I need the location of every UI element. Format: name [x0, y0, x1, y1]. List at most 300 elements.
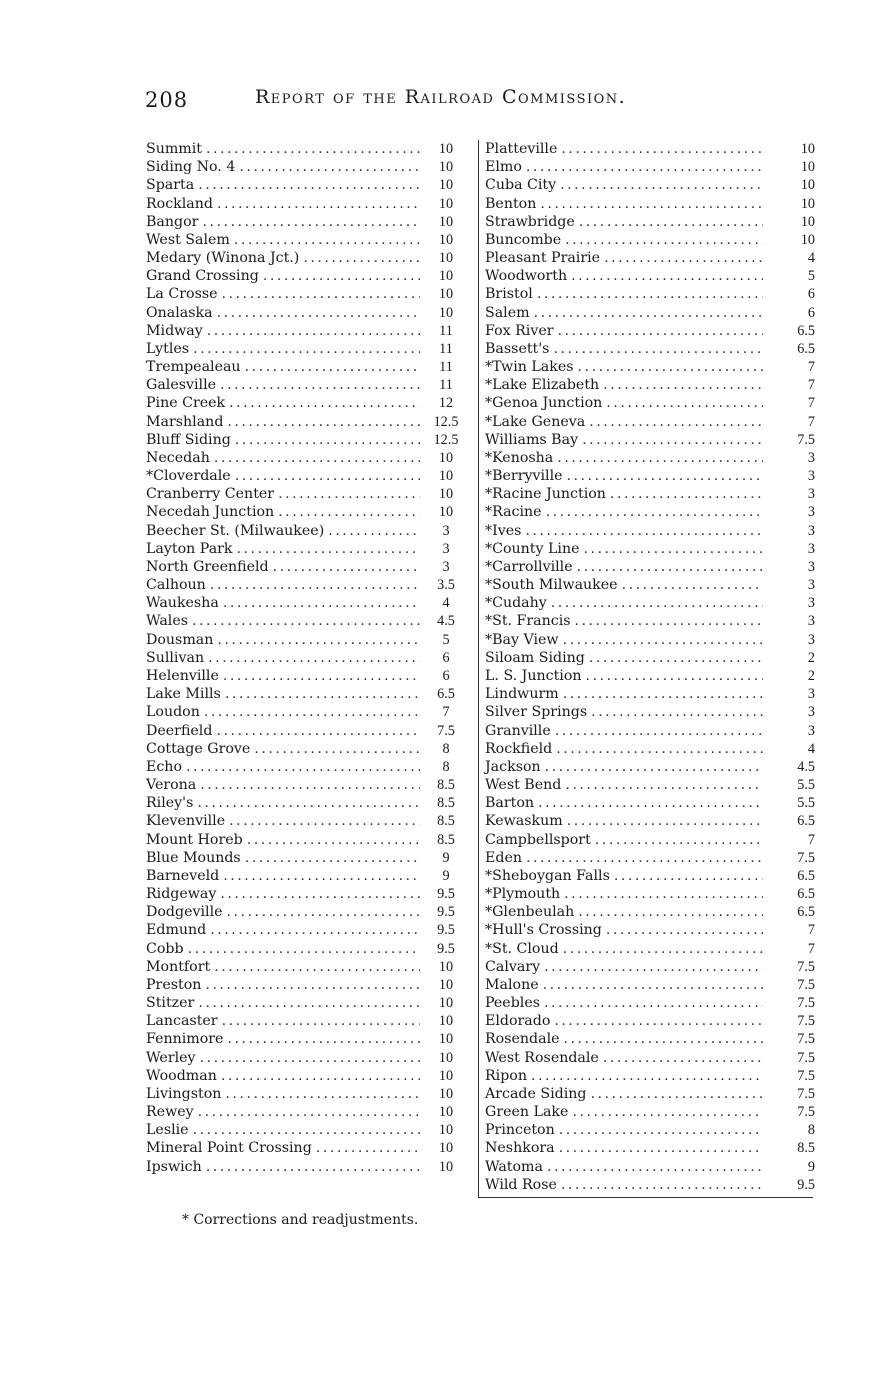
station-row: [146, 1012, 466, 1030]
dot-leader: [192, 612, 420, 630]
dot-leader: [595, 831, 763, 849]
station-row: [146, 522, 466, 540]
station-row: [485, 1176, 815, 1194]
station-name: *St. Francis: [485, 613, 571, 630]
dot-leader: [561, 1176, 763, 1194]
rate-value: 10: [438, 1140, 454, 1157]
station-name: Dousman: [146, 631, 214, 648]
page-title: Report of the Railroad Commission.: [255, 86, 627, 108]
station-row: [146, 631, 466, 649]
station-name: Trempealeau: [146, 359, 241, 376]
station-row: [485, 849, 815, 867]
station-row: [485, 322, 815, 340]
station-row: [485, 667, 815, 685]
dot-leader: [208, 649, 420, 667]
station-row: [146, 867, 466, 885]
station-row: [485, 576, 815, 594]
dot-leader: [556, 740, 763, 758]
dot-leader: [603, 1049, 763, 1067]
station-name: Jackson: [485, 758, 541, 775]
rate-value: 10: [438, 1085, 454, 1102]
station-row: [485, 358, 815, 376]
station-row: [146, 1121, 466, 1139]
station-name: *Hull's Crossing: [485, 922, 602, 939]
station-name: Livingston: [146, 1085, 222, 1102]
station-name: Calhoun: [146, 577, 206, 594]
station-row: [485, 612, 815, 630]
station-name: Onalaska: [146, 304, 213, 321]
rate-value: 10: [438, 231, 454, 248]
station-name: Fennimore: [146, 1031, 224, 1048]
station-row: [485, 558, 815, 576]
station-name: Bassett's: [485, 340, 550, 357]
dot-leader: [537, 285, 763, 303]
rate-value: 4.5: [797, 758, 815, 775]
dot-leader: [200, 776, 420, 794]
rate-value: 12.5: [433, 431, 459, 448]
station-name: Campbellsport: [485, 831, 591, 848]
rate-value: 7.5: [797, 1049, 815, 1066]
dot-leader: [254, 740, 420, 758]
rate-value: 10: [438, 195, 454, 212]
rate-value: 6.5: [797, 813, 815, 830]
station-row: [146, 394, 466, 412]
station-row: [485, 195, 815, 213]
station-row: [485, 340, 815, 358]
rate-value: 2: [807, 667, 815, 684]
dot-leader: [198, 1103, 420, 1121]
station-row: [485, 158, 815, 176]
rate-value: 7: [807, 922, 815, 939]
rate-value: 10: [438, 268, 454, 285]
station-row: [146, 249, 466, 267]
station-name: Rosendale: [485, 1031, 560, 1048]
station-name: Loudon: [146, 704, 200, 721]
dot-leader: [206, 140, 420, 158]
rate-value: 5: [442, 631, 450, 648]
rate-value: 7.5: [797, 995, 815, 1012]
station-name: Beecher St. (Milwaukee): [146, 522, 325, 539]
rate-value: 3: [807, 722, 815, 739]
station-name: West Bend: [485, 777, 562, 794]
dot-leader: [546, 503, 763, 521]
rate-value: 7.5: [797, 1104, 815, 1121]
dot-leader: [589, 413, 763, 431]
station-row: [485, 685, 815, 703]
dot-leader: [273, 558, 420, 576]
rate-value: 3: [442, 558, 450, 575]
rate-value: 9.5: [797, 1176, 815, 1193]
station-row: [485, 976, 815, 994]
dot-leader: [225, 1085, 420, 1103]
dot-leader: [316, 1139, 420, 1157]
station-row: [485, 1067, 815, 1085]
station-row: [485, 794, 815, 812]
rate-value: 3.5: [437, 577, 455, 594]
rate-value: 3: [807, 704, 815, 721]
dot-leader: [572, 1103, 763, 1121]
station-name: L. S. Junction: [485, 667, 582, 684]
dot-leader: [555, 722, 763, 740]
rate-value: 10: [438, 213, 454, 230]
station-row: [485, 1103, 815, 1121]
station-row: [146, 540, 466, 558]
station-name: *Berryville: [485, 468, 563, 485]
station-row: [146, 1139, 466, 1157]
station-row: [146, 413, 466, 431]
station-row: [146, 158, 466, 176]
dot-leader: [559, 1139, 763, 1157]
rate-value: 10: [438, 1049, 454, 1066]
station-name: Waukesha: [146, 595, 219, 612]
station-row: [485, 394, 815, 412]
rate-value: 10: [438, 958, 454, 975]
dot-leader: [578, 903, 763, 921]
rate-value: 10: [800, 159, 815, 176]
station-row: [485, 867, 815, 885]
station-name: Grand Crossing: [146, 268, 259, 285]
station-name: Edmund: [146, 922, 207, 939]
station-name: Pleasant Prairie: [485, 250, 601, 267]
rate-value: 9: [807, 1158, 815, 1175]
station-row: [146, 576, 466, 594]
dot-leader: [227, 903, 420, 921]
dot-leader: [563, 685, 763, 703]
column-divider: [478, 140, 479, 1198]
station-name: Green Lake: [485, 1104, 569, 1121]
station-row: [485, 649, 815, 667]
dot-leader: [225, 685, 420, 703]
dot-leader: [210, 921, 420, 939]
rate-value: 11: [439, 322, 453, 339]
station-row: [146, 1049, 466, 1067]
dot-leader: [220, 376, 420, 394]
dot-leader: [223, 594, 420, 612]
station-row: [485, 631, 815, 649]
station-row: [146, 485, 466, 503]
rate-value: 8.5: [437, 831, 455, 848]
station-row: [146, 267, 466, 285]
station-row: [146, 358, 466, 376]
station-name: Siding No. 4: [146, 159, 236, 176]
station-row: [485, 921, 815, 939]
station-row: [146, 558, 466, 576]
station-name: Barton: [485, 795, 535, 812]
rate-value: 6.5: [797, 340, 815, 357]
dot-leader: [606, 921, 763, 939]
dot-leader: [200, 1049, 420, 1067]
rate-value: 3: [807, 504, 815, 521]
dot-leader: [526, 158, 763, 176]
dot-leader: [557, 449, 763, 467]
dot-leader: [278, 485, 420, 503]
dot-leader: [245, 358, 420, 376]
station-row: [146, 722, 466, 740]
rate-value: 10: [438, 504, 454, 521]
station-name: *Racine Junction: [485, 486, 606, 503]
station-row: [146, 1085, 466, 1103]
station-row: [146, 140, 466, 158]
rate-value: 7: [807, 940, 815, 957]
station-row: [146, 176, 466, 194]
rate-value: 3: [442, 522, 450, 539]
dot-leader: [227, 1030, 420, 1048]
rate-value: 7.5: [797, 1067, 815, 1084]
dot-leader: [563, 940, 763, 958]
station-row: [485, 213, 815, 231]
station-name: Princeton: [485, 1122, 555, 1139]
rate-value: 4: [807, 740, 815, 757]
station-row: [146, 1158, 466, 1176]
dot-leader: [235, 431, 420, 449]
footnote: * Corrections and readjustments.: [182, 1212, 419, 1228]
station-name: Arcade Siding: [485, 1085, 587, 1102]
dot-leader: [204, 703, 420, 721]
dot-leader: [538, 794, 763, 812]
station-name: Ipswich: [146, 1158, 202, 1175]
dot-leader: [202, 213, 420, 231]
station-name: Granville: [485, 722, 551, 739]
dot-leader: [222, 285, 420, 303]
station-name: *South Milwaukee: [485, 577, 618, 594]
dot-leader: [553, 340, 763, 358]
station-name: *County Line: [485, 540, 580, 557]
station-row: [146, 376, 466, 394]
station-name: Rockland: [146, 195, 213, 212]
station-row: [485, 467, 815, 485]
dot-leader: [220, 885, 420, 903]
dot-leader: [591, 1085, 763, 1103]
rate-value: 7.5: [437, 722, 455, 739]
station-name: Marshland: [146, 413, 224, 430]
dot-leader: [534, 304, 763, 322]
station-name: West Salem: [146, 231, 230, 248]
rate-value: 10: [800, 213, 815, 230]
dot-leader: [571, 267, 763, 285]
station-name: Medary (Winona Jct.): [146, 250, 300, 267]
rate-value: 10: [800, 177, 815, 194]
station-row: [485, 812, 815, 830]
station-row: [146, 231, 466, 249]
station-name: Verona: [146, 777, 197, 794]
station-row: [485, 1139, 815, 1157]
station-name: *Glenbeulah: [485, 904, 575, 921]
dot-leader: [544, 994, 763, 1012]
station-name: *Genoa Junction: [485, 395, 603, 412]
station-name: Dodgeville: [146, 904, 223, 921]
dot-leader: [222, 1012, 420, 1030]
rate-value: 7.5: [797, 958, 815, 975]
station-row: [485, 758, 815, 776]
rate-value: 7.5: [797, 849, 815, 866]
station-row: [485, 994, 815, 1012]
station-name: Mount Horeb: [146, 831, 243, 848]
dot-leader: [560, 176, 763, 194]
dot-leader: [575, 612, 763, 630]
rate-value: 5: [807, 268, 815, 285]
rate-value: 6: [807, 304, 815, 321]
rate-value: 3: [807, 449, 815, 466]
station-row: [485, 1049, 815, 1067]
station-row: [485, 431, 815, 449]
dot-leader: [525, 522, 763, 540]
dot-leader: [564, 885, 763, 903]
dot-leader: [603, 376, 763, 394]
rate-value: 10: [800, 195, 815, 212]
station-name: Preston: [146, 976, 202, 993]
station-name: Malone: [485, 976, 539, 993]
rate-value: 10: [438, 486, 454, 503]
rate-value: 9: [442, 849, 450, 866]
station-name: Galesville: [146, 377, 217, 394]
station-name: *Cloverdale: [146, 468, 231, 485]
station-row: [146, 849, 466, 867]
station-name: Williams Bay: [485, 431, 579, 448]
station-name: Midway: [146, 322, 203, 339]
station-name: Woodman: [146, 1067, 217, 1084]
station-name: Eldorado: [485, 1013, 551, 1030]
station-name: *Sheboygan Falls: [485, 867, 610, 884]
rate-value: 11: [439, 359, 453, 376]
dot-leader: [589, 649, 763, 667]
station-name: Pine Creek: [146, 395, 226, 412]
station-name: Summit: [146, 141, 203, 157]
station-row: [485, 140, 815, 158]
station-row: [485, 1158, 815, 1176]
dot-leader: [564, 1030, 763, 1048]
rate-value: 11: [439, 377, 453, 394]
page-number: 208: [145, 88, 189, 112]
dot-leader: [227, 413, 420, 431]
rate-value: 6.5: [797, 322, 815, 339]
dot-leader: [567, 812, 763, 830]
rate-value: 10: [800, 141, 815, 157]
dot-leader: [247, 831, 420, 849]
dot-leader: [217, 631, 420, 649]
dot-leader: [214, 958, 420, 976]
station-name: Sparta: [146, 177, 195, 194]
station-name: Lake Mills: [146, 686, 221, 703]
station-row: [146, 940, 466, 958]
station-row: [485, 594, 815, 612]
station-row: [146, 1030, 466, 1048]
rate-value: 3: [807, 613, 815, 630]
station-name: Ridgeway: [146, 886, 217, 903]
station-row: [146, 703, 466, 721]
station-name: Strawbridge: [485, 213, 575, 230]
rate-value: 11: [439, 340, 453, 357]
station-name: North Greenfield: [146, 558, 269, 575]
station-row: [485, 831, 815, 849]
station-name: *Lake Geneva: [485, 413, 586, 430]
rate-value: 5.5: [797, 777, 815, 794]
station-row: [485, 231, 815, 249]
station-name: *Racine: [485, 504, 542, 521]
rate-value: 7: [807, 413, 815, 430]
station-row: [146, 758, 466, 776]
rate-value: 3: [807, 631, 815, 648]
station-row: [485, 376, 815, 394]
dot-leader: [263, 267, 420, 285]
station-name: Wales: [146, 613, 189, 630]
dot-leader: [328, 522, 420, 540]
dot-leader: [565, 231, 763, 249]
dot-leader: [563, 631, 763, 649]
station-row: [146, 503, 466, 521]
dot-leader: [610, 485, 763, 503]
station-row: [146, 431, 466, 449]
rate-value: 8.5: [797, 1140, 815, 1157]
station-name: Mineral Point Crossing: [146, 1140, 312, 1157]
dot-leader: [223, 667, 420, 685]
rate-value: 9.5: [437, 904, 455, 921]
rate-value: 6.5: [797, 867, 815, 884]
station-name: Siloam Siding: [485, 649, 585, 666]
rate-value: 3: [807, 558, 815, 575]
station-name: *Lake Elizabeth: [485, 377, 600, 394]
rate-value: 10: [438, 468, 454, 485]
station-name: Ripon: [485, 1067, 527, 1084]
dot-leader: [586, 667, 764, 685]
station-name: Salem: [485, 304, 530, 321]
dot-leader: [237, 540, 420, 558]
dot-leader: [526, 849, 763, 867]
dot-leader: [216, 722, 420, 740]
dot-leader: [193, 340, 420, 358]
rate-value: 3: [807, 522, 815, 539]
rate-value: 10: [438, 177, 454, 194]
station-name: Sullivan: [146, 649, 205, 666]
station-row: [146, 612, 466, 630]
rate-value: 3: [807, 595, 815, 612]
rate-value: 10: [438, 286, 454, 303]
rate-value: 10: [438, 250, 454, 267]
station-name: Fox River: [485, 322, 554, 339]
rate-value: 12: [438, 395, 454, 412]
rate-value: 3: [442, 540, 450, 557]
station-name: Necedah Junction: [146, 504, 275, 521]
station-row: [485, 703, 815, 721]
station-row: [485, 776, 815, 794]
rate-value: 10: [438, 1104, 454, 1121]
dot-leader: [558, 322, 763, 340]
station-row: [485, 885, 815, 903]
rate-value: 8.5: [437, 813, 455, 830]
station-row: [146, 976, 466, 994]
station-name: Bangor: [146, 213, 199, 230]
station-name: Rockfield: [485, 740, 553, 757]
station-row: [146, 794, 466, 812]
station-name: *St. Cloud: [485, 940, 559, 957]
rate-value: 3: [807, 686, 815, 703]
dot-leader: [551, 594, 763, 612]
dot-leader: [206, 1158, 420, 1176]
dot-leader: [622, 576, 763, 594]
rate-value: 10: [438, 304, 454, 321]
station-row: [146, 903, 466, 921]
station-name: West Rosendale: [485, 1049, 599, 1066]
station-row: [485, 940, 815, 958]
station-name: Watoma: [485, 1158, 543, 1175]
station-name: Klevenville: [146, 813, 226, 830]
dot-leader: [545, 758, 763, 776]
station-row: [485, 903, 815, 921]
station-row: [146, 958, 466, 976]
page-header: [145, 86, 825, 116]
station-name: Benton: [485, 195, 537, 212]
station-name: Rewey: [146, 1104, 194, 1121]
dot-leader: [239, 158, 420, 176]
